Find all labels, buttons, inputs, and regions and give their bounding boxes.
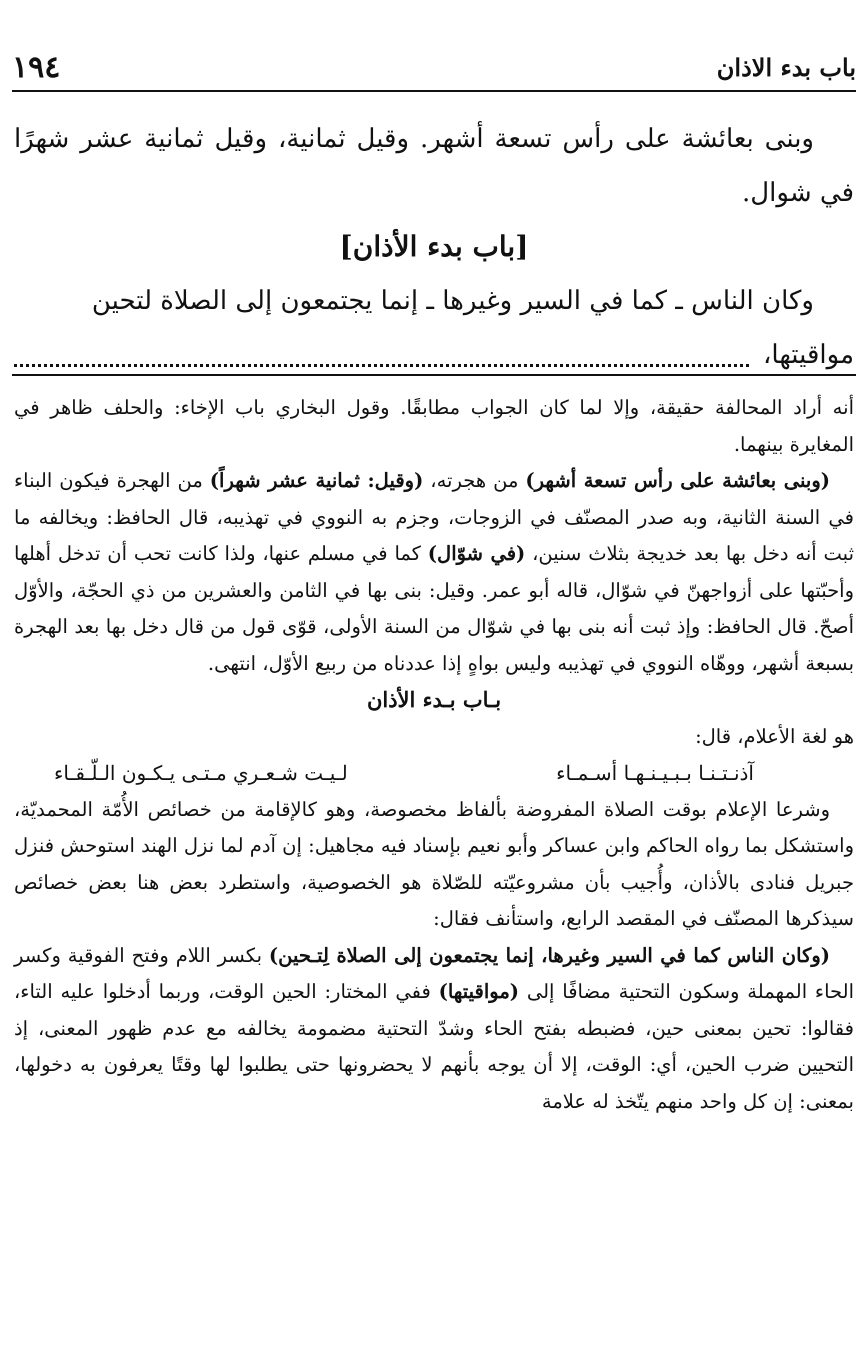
text-5: ففي المختار: الحين الوقت، وربما أدخلوا عليه التاء، فقالوا: تحين بمعنى حين، فضبطه بفتح الحاء وشدّ التحتية مضمومة يخالفه مع عدم ظهور المعنى، إذ التحيين ضرب الحين، أي: الوقت، إلا أن يوجه بأنهم لا يحضرونها حتى يطلبوا لها وقتًا يعرفون به دخولها، بمعنى: إن كل واحد منهم يتّخذ له علامة <box>14 980 854 1113</box>
text-2: من الهجرة فيكون البناء في السنة الثانية، وبه صدر المصنّف في الزوجات، وجزم به النووي في تهذيبه، قال الحافظ: ويخالفه ما ثبت أنه دخل بها بعد خديجة بثلاث سنين، <box>14 469 854 565</box>
matn-paragraph-1: وبنى بعائشة على رأس تسعة أشهر. وقيل ثمانية، وقيل ثمانية عشر شهرًا في شوال. <box>14 124 854 208</box>
commentary-paragraph-4: وشرعا الإعلام بوقت الصلاة المفروضة بألفاظ مخصوصة، وهو كالإقامة من خصائص الأُمّة المحمديّة، واستشكل بما رواه الحاكم وابن عساكر وأبو نعيم بإسناد فيه مجاهيل: إن آدم لما نزل الهند استوحش فنزل جبريل فنادى بالأذان، وأُجيب بأن مشروعيّته للصّلاة هو الخصوصية، واستطرد بعض هنا بعض خصائص سيذكرها المصنّف في المقصد الرابع، واستأنف فقال: <box>14 797 854 930</box>
matn-paragraph-2-last-word: مواقيتها، <box>763 340 854 370</box>
ellipsis-dots <box>14 344 749 367</box>
main-text <box>14 112 854 382</box>
footnote-divider <box>12 374 856 376</box>
commentary-paragraph-1: أنه أراد المحالفة حقيقة، وإلا لما كان الجواب مطابقًا. وقول البخاري باب الإخاء: والحلف ظاهر في المغايرة بينهما. <box>14 396 854 456</box>
text-1: من هجرته، <box>423 469 526 492</box>
page-number: ١٩٤ <box>12 49 61 85</box>
verse-first-hemistich: آذنـتـنـا بـبـيـنـهـا أسـمـاء <box>556 761 754 785</box>
quote-5: (مواقيتها) <box>438 980 520 1003</box>
matn-section-heading: [باب بدء الأذان] <box>339 230 529 263</box>
text-3: كما في مسلم عنها، ولذا كانت تحب أن تدخل أهلها وأحبّتها على أزواجهنّ في شوّال، قاله أبو عمر. وقيل: بنى بها في الثامن والعشرين من ذي الحجّة، والأوّل أصحّ. قال الحافظ: وإذ ثبت أنه بنى بها في شوّال من السنة الأولى، قوّى قول من قال دخل بها بعد الهجرة بسبعة أشهر، ووهّاه النووي في تهذيبه وليس بواهٍ إذا عددناه من ربيع الأوّل، انتهى. <box>14 542 854 675</box>
commentary-paragraph-3: هو لغة الأعلام، قال: <box>695 724 854 748</box>
running-title: باب بدء الاذان <box>716 52 856 82</box>
poetry-verse <box>14 755 854 792</box>
quote-3: (في شوّال) <box>427 542 526 565</box>
verse-second-hemistich: لـيـت شـعـري مـتـى يـكـون الـلّـقـاء <box>54 761 348 785</box>
commentary-text <box>14 390 854 1120</box>
quote-4: (وكان الناس كما في السير وغيرها، إنما يجتمعون إلى الصلاة لِتـحين) <box>268 943 830 967</box>
matn-paragraph-2: وكان الناس ـ كما في السير وغيرها ـ إنما يجتمعون إلى الصلاة لتحين <box>91 286 814 316</box>
commentary-section-heading: بـاب بـدء الأذان <box>366 687 502 712</box>
commentary-paragraph-5 <box>14 938 854 1121</box>
quote-1: (وبنى بعائشة على رأس تسعة أشهر) <box>525 469 830 492</box>
quote-2: (وقيل: ثمانية عشر شهراً) <box>209 469 424 492</box>
commentary-paragraph-2 <box>14 463 854 682</box>
text-4: بكسر اللام وفتح الفوقية وكسر الحاء المهملة وسكون التحتية مضافًا إلى <box>14 943 854 1003</box>
page-header <box>12 44 856 92</box>
